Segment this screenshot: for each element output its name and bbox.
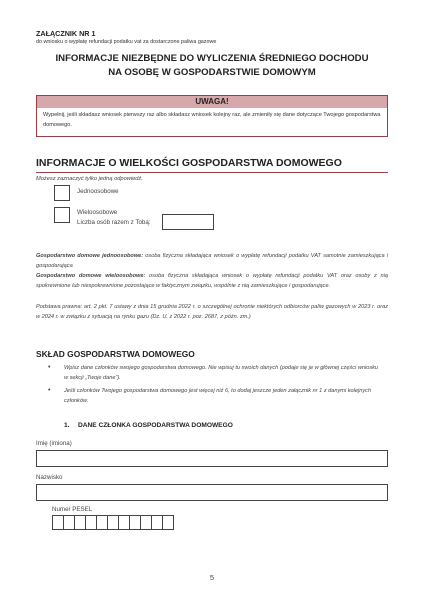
annex-title: ZAŁĄCZNIK NR 1 [36, 29, 96, 38]
household-size-divider [36, 172, 388, 173]
instruction-item: • Jeśli członków Twojego gospodarstwa domowego jest więcej niż 6, to dodaj jeszcze jeden załącznik nr 1 z danymi kolejnych członków. [46, 386, 380, 406]
single-household-checkbox[interactable] [54, 185, 70, 201]
annex-subtitle: do wniosku o wypłatę refundacji podatku vat za dostarczone paliwa gazowe [36, 39, 217, 45]
single-household-label: Jednoosobowe [77, 188, 119, 195]
household-members-title: SKŁAD GOSPODARSTWA DOMOWEGO [36, 349, 195, 359]
pesel-label: Numer PESEL [52, 506, 93, 513]
multi-household-label: Wieloosobowe [77, 209, 118, 216]
member-1-title: DANE CZŁONKA GOSPODARSTWA DOMOWEGO [78, 422, 233, 429]
instruction-item: • Wpisz dane członków swojego gospodarstwa domowego. Nie wpisuj tu swoich danych (podaje się je w głównej części wniosku w sekcji „Twoje dane”). [46, 363, 380, 383]
pesel-input[interactable] [52, 515, 173, 530]
definition-multi [36, 271, 388, 291]
warning-box [36, 95, 388, 137]
document-title [30, 52, 394, 80]
single-choice-hint: Możesz zaznaczyć tylko jedną odpowiedź. [36, 176, 143, 182]
member-1-number: 1. [64, 422, 70, 429]
document-title-line-2: NA OSOBĘ W GOSPODARSTWIE DOMOWYM [108, 67, 316, 78]
warning-heading: UWAGA! [37, 96, 387, 108]
first-name-label: Imię (imiona) [36, 440, 72, 447]
household-size-title: INFORMACJE O WIELKOŚCI GOSPODARSTWA DOMOWEGO [36, 157, 342, 169]
definition-multi-term: Gospodarstwo domowe wieloosobowe: [36, 273, 146, 279]
page-number: 5 [209, 573, 215, 582]
legal-basis: Podstawa prawna: art. 2 pkt. 7 ustawy z dnia 15 grudnia 2022 r. o szczególnej ochronie niektórych odbiorców paliw gazowych w 2023 r. oraz w 2024 r. w związku z sytuacją na rynku gazu (Dz. U. z 2022 r. poz. 2687, z późn. zm.) [36, 304, 388, 320]
member-1-heading [64, 422, 233, 429]
first-name-input[interactable] [36, 450, 388, 467]
instructions-list [46, 363, 380, 409]
document-title-line-1: INFORMACJE NIEZBĘDNE DO WYLICZENIA ŚREDNIEGO DOCHODU [55, 53, 369, 64]
last-name-input[interactable] [36, 484, 388, 501]
definition-single [36, 251, 388, 271]
definition-single-term: Gospodarstwo domowe jednoosobowe: [36, 253, 144, 259]
pesel-digit-cell[interactable] [162, 515, 174, 530]
household-count-input[interactable] [162, 214, 214, 230]
last-name-label: Nazwisko [36, 474, 63, 481]
warning-text: Wypełnij, jeśli składasz wniosek pierwszy raz albo składasz wniosek kolejny raz, ale zmieniły się dane dotyczące Twojego gospodarstwa domowego. [43, 112, 381, 128]
definition-multi-text: osoba fizyczna składająca wniosek o wypłatę refundacji podatku VAT oraz osoby z nią spokrewnione lub niespokrewnione pozostające w faktycznym związku, wspólnie z nią zamieszkujące i gospodarujące. [36, 273, 388, 289]
multi-household-checkbox[interactable] [54, 207, 70, 223]
definition-single-text: osoba fizyczna składająca wniosek o wypłatę refundacji podatku VAT samotnie zamieszkująca i gospodarująca [36, 253, 388, 269]
household-count-label: Liczba osób razem z Tobą: [77, 219, 151, 226]
